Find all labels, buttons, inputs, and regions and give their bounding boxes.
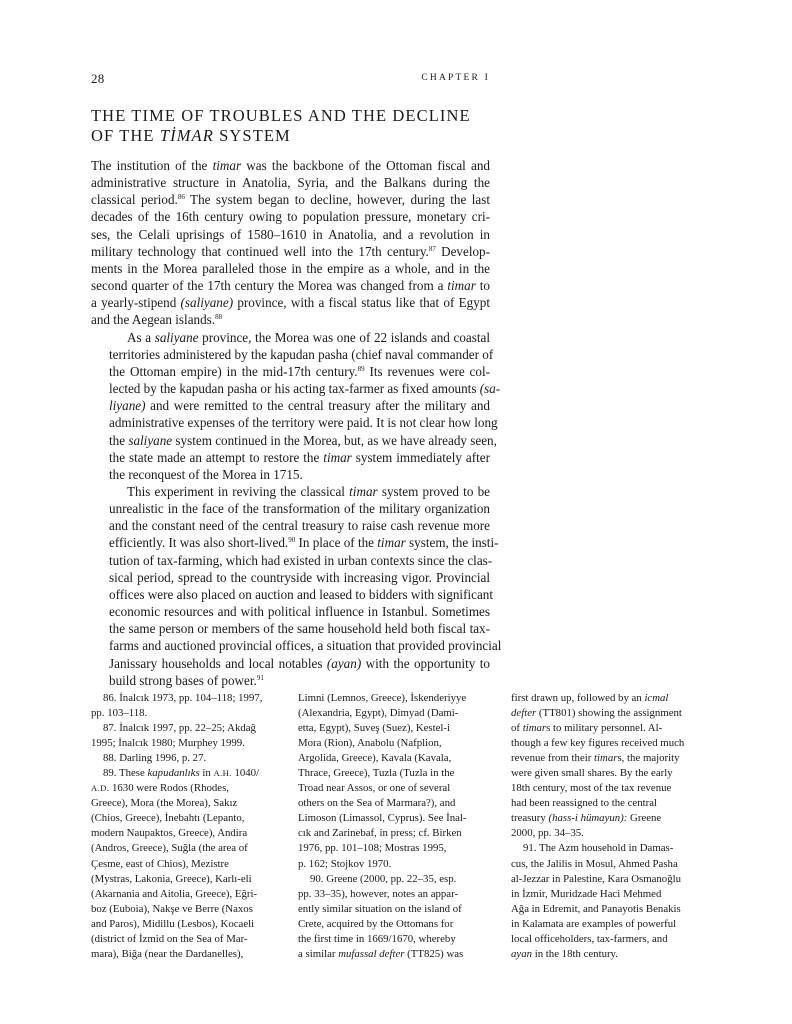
footnote-start-line	[298, 872, 488, 887]
footnote-ref: 90	[288, 536, 296, 545]
text-line	[91, 432, 497, 449]
text-run: 18th century, most of the tax revenue	[511, 782, 672, 795]
text-run: modern Naupaktos, Greece), Andira	[91, 827, 248, 840]
body-paragraph	[91, 483, 502, 689]
running-head: CHAPTER I	[421, 73, 490, 83]
text-run: economic resources and with political influence in Istanbul. Sometimes	[109, 604, 490, 620]
footnote-line	[511, 766, 697, 781]
text-line	[91, 226, 490, 243]
text-run: the first time in 1669/1670, whereby	[298, 932, 456, 945]
text-line	[91, 672, 490, 689]
footnote-line	[298, 887, 488, 902]
footnote-line	[298, 796, 488, 811]
text-run: others on the Sea of Marmara?), and	[298, 797, 456, 810]
text-run: territories administered by the kapudan pasha (chief naval commander of	[109, 346, 494, 362]
text-line	[91, 655, 490, 672]
footnote-line	[511, 736, 697, 751]
text-run: (Andros, Greece), Suğla (the area of	[91, 842, 248, 855]
text-run: Troad near Assos, or one of several	[298, 782, 451, 795]
footnote-start-line	[91, 751, 277, 766]
text-run: decades of the 16th century owing to population pressure, monetary cri-	[91, 209, 490, 225]
body-paragraph	[91, 157, 490, 329]
text-line	[91, 620, 490, 637]
text-run: the reconquest of the Morea in 1715.	[109, 466, 303, 482]
footnote-column-1	[91, 691, 277, 962]
footnote-line	[91, 706, 277, 721]
footnote-line	[91, 841, 277, 856]
footnote-ref: 91	[256, 673, 264, 682]
text-run: was the backbone of the Ottoman fiscal and	[241, 158, 490, 173]
text-run: (TT825) was	[404, 947, 464, 960]
text-line	[91, 414, 498, 431]
section-heading-line2-pre: OF THE	[91, 126, 160, 145]
text-run: cus, the Jalilis in Mosul, Ahmed Pasha	[511, 857, 678, 870]
footnote-line	[91, 736, 277, 751]
footnote-line	[298, 932, 488, 947]
text-run: in	[199, 767, 214, 780]
footnote-line	[91, 872, 277, 887]
text-run: though a few key figures received much	[511, 737, 685, 750]
footnote-line	[298, 902, 488, 917]
text-run: Limni (Lemnos, Greece), İskenderiyye	[298, 692, 467, 704]
text-run: tution of tax-farming, which had existed in urban contexts since the clas-	[109, 552, 493, 568]
text-run: and were remitted to the central treasury after the military and	[145, 398, 490, 414]
text-run: 2000, pp. 34–35.	[511, 827, 584, 840]
footnote-line	[511, 691, 697, 706]
text-run: (Chios, Greece), İnebahtı (Lepanto,	[91, 812, 245, 825]
italic-term: (saliyane)	[180, 295, 234, 311]
footnote-line	[298, 826, 488, 841]
italic-term: kapudanlıks	[147, 767, 200, 780]
text-line	[91, 157, 490, 174]
text-run: the state made an attempt to restore the	[109, 449, 324, 465]
text-run: first drawn up, followed by an	[511, 692, 645, 704]
text-run: mara), Biğa (near the Dardanelles),	[91, 947, 244, 960]
text-run: local officeholders, tax-farmers, and	[511, 932, 668, 945]
text-run: and the Aegean islands.	[91, 312, 216, 328]
text-run: the	[109, 432, 129, 448]
footnote-line	[511, 706, 697, 721]
text-run: pp. 103–118.	[91, 707, 148, 720]
text-run: Çesme, east of Chios), Mezistre	[91, 857, 229, 870]
footnote-line	[91, 902, 277, 917]
footnote-line	[298, 841, 488, 856]
footnote-line	[91, 857, 277, 872]
text-run: unrealistic in the face of the transformation of the military organization	[109, 501, 490, 517]
text-line	[91, 500, 490, 517]
footnote-line	[511, 857, 697, 872]
text-run: build strong bases of power.	[109, 672, 257, 688]
text-run: 86. İnalcık 1973, pp. 104–118; 1997,	[103, 692, 263, 704]
footnote-start-line	[511, 841, 697, 856]
text-run: al-Jezzar in Palestine, Kara Osmanoğlu	[511, 872, 681, 885]
text-run: and the constant need of the central treasury to raise cash revenue more	[109, 518, 490, 534]
text-run: province, the Morea was one of 22 islands and coastal	[198, 329, 490, 345]
text-run: a similar	[298, 947, 339, 960]
text-run: administrative expenses of the territory were paid. It is not clear how long	[109, 415, 498, 431]
text-run: 1040/	[231, 767, 260, 780]
text-run: 1995; İnalcık 1980; Murphey 1999.	[91, 737, 245, 750]
text-run: to	[475, 278, 490, 294]
footnote-line	[298, 811, 488, 826]
text-line	[91, 208, 490, 225]
footnote-line	[91, 796, 277, 811]
text-line	[91, 637, 502, 654]
text-line	[91, 380, 501, 397]
section-heading-line1: THE TIME OF TROUBLES AND THE DECLINE	[91, 106, 471, 125]
footnote-line	[91, 826, 277, 841]
footnote-line	[298, 691, 488, 706]
text-run: Limoson (Limassol, Cyprus). See İnal-	[298, 812, 467, 825]
footnote-ref: 86	[177, 193, 185, 202]
text-run: Develop-	[435, 243, 490, 259]
footnote-line	[298, 947, 488, 962]
italic-term: timar	[323, 449, 352, 465]
text-run: treasury	[511, 812, 549, 825]
text-line	[91, 517, 490, 534]
text-run: 1976, pp. 101–108; Mostras 1995,	[298, 842, 447, 855]
italic-term: timar	[349, 483, 378, 499]
text-run: in İzmir, Muridzade Haci Mehmed	[511, 887, 662, 900]
text-run: system continued in the Morea, but, as we have already seen,	[172, 432, 497, 448]
text-run: The institution of the	[91, 158, 213, 173]
footnote-line	[91, 811, 277, 826]
footnote-line	[298, 766, 488, 781]
footnote-line	[91, 887, 277, 902]
text-run: s, the majority	[617, 752, 680, 765]
text-run: system, the insti-	[405, 535, 499, 551]
text-run: 1630 were Rodos (Rhodes,	[109, 782, 229, 795]
text-run: (Mystras, Lakonia, Greece), Karlı-eli	[91, 872, 252, 885]
italic-term: timar	[212, 158, 242, 173]
text-run: the same person or members of the same household held both fiscal tax-	[109, 621, 490, 637]
italic-term: liyane)	[109, 398, 146, 414]
text-line	[91, 346, 494, 363]
text-run: Its revenues were col-	[364, 363, 490, 379]
text-run: revenue from their	[511, 752, 595, 765]
text-run: (Akarnania and Aitolia, Greece), Eğri-	[91, 887, 258, 900]
text-run: a yearly-stipend	[91, 295, 181, 311]
footnote-line	[511, 781, 697, 796]
footnote-line	[511, 932, 697, 947]
text-run: boz (Euboia), Nakşe ve Berre (Naxos	[91, 902, 253, 915]
text-run: Thrace, Greece), Tuzla (Tuzla in the	[298, 767, 455, 780]
italic-term: defter	[511, 707, 537, 720]
footnote-line	[511, 811, 697, 826]
text-run: second quarter of the 17th century the Morea was changed from a	[91, 278, 448, 294]
italic-term: timar	[594, 752, 618, 765]
footnote-ref: 87	[428, 244, 436, 253]
page-number: 28	[91, 71, 105, 86]
text-line	[91, 277, 490, 294]
text-line	[91, 260, 490, 277]
text-run: In place of the	[295, 535, 378, 551]
footnote-ref: 88	[215, 313, 223, 322]
text-run: lected by the kapudan pasha or his acting tax-farmer as fixed amounts	[109, 381, 480, 397]
text-run: province, with a fiscal status like that of Egypt	[233, 295, 490, 311]
text-line	[91, 329, 490, 346]
italic-term: timar	[447, 278, 476, 294]
footnote-line	[91, 932, 277, 947]
text-run: were given small shares. By the early	[511, 767, 673, 780]
footnote-line	[298, 721, 488, 736]
text-run: As a	[127, 329, 155, 345]
italic-term: (hass-i hümayun):	[548, 812, 628, 825]
text-run: ses, the Celali uprisings of 1580–1610 in Anatolia, and a revolution in	[91, 226, 490, 242]
text-run: pp. 33–35), however, notes an appar-	[298, 887, 459, 900]
body-paragraph	[91, 329, 501, 483]
footnote-line	[298, 751, 488, 766]
text-line	[91, 586, 493, 603]
footnote-line	[298, 706, 488, 721]
footnote-line	[511, 917, 697, 932]
text-run: sical period, spread to the countryside with increasing vigor. Provincial	[109, 569, 490, 585]
text-run: the Ottoman empire) in the mid-17th century.	[109, 363, 358, 379]
footnote-ref: 89	[357, 364, 365, 373]
text-run: ently similar situation on the island of	[298, 902, 462, 915]
italic-term: timar	[522, 722, 547, 735]
footnote-line	[298, 857, 488, 872]
text-run: offices were also placed on auction and leased to bidders with significant	[109, 586, 493, 602]
italic-term: saliyane	[128, 432, 173, 448]
footnote-line	[91, 947, 277, 962]
text-run: 90. Greene (2000, pp. 22–35, esp.	[310, 872, 457, 885]
era-abbreviation: A.H.	[213, 768, 232, 779]
text-run: etta, Egypt), Suveş (Suez), Kestel-i	[298, 722, 451, 735]
footnote-line	[511, 796, 697, 811]
text-run: This experiment in reviving the classical	[127, 483, 350, 499]
italic-term: timar	[377, 535, 406, 551]
footnote-line	[298, 736, 488, 751]
body-text	[91, 157, 502, 689]
text-run: military technology that continued well into the 17th century.	[91, 243, 429, 259]
text-run: (Alexandria, Egypt), Dimyad (Dami-	[298, 707, 459, 720]
text-run: The system began to decline, however, during the last	[184, 192, 490, 208]
text-line	[91, 552, 493, 569]
italic-term: (ayan)	[326, 655, 362, 671]
text-line	[91, 569, 490, 586]
text-line	[91, 311, 490, 328]
italic-term: mufassal defter	[338, 947, 405, 960]
text-line	[91, 603, 490, 620]
section-heading	[91, 106, 511, 146]
footnote-line	[511, 721, 697, 736]
text-run: system proved to be	[377, 483, 490, 499]
footnote-line	[511, 872, 697, 887]
text-run: in the 18th century.	[532, 947, 618, 960]
footnote-column-2	[298, 691, 488, 962]
footnote-line	[91, 917, 277, 932]
italic-term: (sa-	[479, 381, 501, 397]
text-run: administrative structure in Anatolia, Syria, and the Balkans during the	[91, 175, 490, 191]
text-line	[91, 534, 499, 551]
footnote-line	[511, 947, 697, 962]
text-run: and Paros), Midillu (Lesbos), Kocaeli	[91, 917, 255, 930]
text-run: Janissary households and local notables	[109, 655, 327, 671]
text-run: Ağa in Edremit, and Panayotis Benakis	[511, 902, 681, 915]
text-run: Argolida, Greece), Kavala (Kavala,	[298, 752, 452, 765]
text-run: of	[511, 722, 523, 735]
text-run: 88. Darling 1996, p. 27.	[103, 752, 207, 765]
footnote-line	[298, 781, 488, 796]
text-run: in Kalamata are examples of powerful	[511, 917, 677, 930]
text-run: had been reassigned to the central	[511, 797, 657, 810]
text-line	[91, 191, 490, 208]
footnote-line	[511, 751, 697, 766]
text-run: p. 162; Stojkov 1970.	[298, 857, 392, 870]
text-run: (district of İzmid on the Sea of Mar-	[91, 932, 248, 945]
text-run: Greene	[627, 812, 662, 825]
text-line	[91, 483, 490, 500]
text-run: with the opportunity to	[361, 655, 490, 671]
italic-term: saliyane	[154, 329, 199, 345]
text-run: ments in the Morea paralleled those in the empire as a whole, and in the	[91, 260, 490, 276]
text-run: 89. These	[103, 767, 148, 780]
footnote-line	[511, 887, 697, 902]
text-run: system immediately after	[351, 449, 490, 465]
text-run: Crete, acquired by the Ottomans for	[298, 917, 454, 930]
text-run: classical period.	[91, 192, 178, 208]
footnote-line	[91, 781, 277, 796]
footnote-start-line	[91, 691, 277, 706]
text-run: (TT801) showing the assignment	[536, 707, 682, 720]
footnote-start-line	[91, 721, 277, 736]
text-line	[91, 466, 490, 483]
footnote-column-3	[511, 691, 697, 962]
text-line	[91, 243, 490, 260]
text-run: cık and Zarinebaf, in press; cf. Birken	[298, 827, 462, 840]
italic-term: icmal	[644, 692, 669, 704]
footnote-line	[511, 902, 697, 917]
footnote-start-line	[91, 766, 277, 781]
text-run: farms and auctioned provincial offices, a situation that provided provincial	[109, 638, 502, 654]
section-heading-timar: TİMAR	[159, 126, 214, 145]
text-run: 91. The Azm household in Damas-	[523, 842, 674, 855]
italic-term: ayan	[511, 947, 532, 960]
text-run: efficiently. It was also short-lived.	[109, 535, 289, 551]
text-line	[91, 174, 490, 191]
text-line	[91, 363, 490, 380]
text-run: 87. İnalcık 1997, pp. 22–25; Akdağ	[103, 722, 256, 735]
section-heading-line2-post: SYSTEM	[213, 126, 291, 145]
text-run: s to military personnel. Al-	[546, 722, 663, 735]
footnote-line	[298, 917, 488, 932]
text-line	[91, 294, 490, 311]
text-line	[91, 449, 490, 466]
text-line	[91, 397, 490, 414]
footnote-line	[511, 826, 697, 841]
text-run: Greece), Mora (the Morea), Sakız	[91, 797, 238, 810]
era-abbreviation: A.D.	[91, 783, 110, 794]
text-run: Mora (Rion), Anabolu (Nafplion,	[298, 737, 442, 750]
